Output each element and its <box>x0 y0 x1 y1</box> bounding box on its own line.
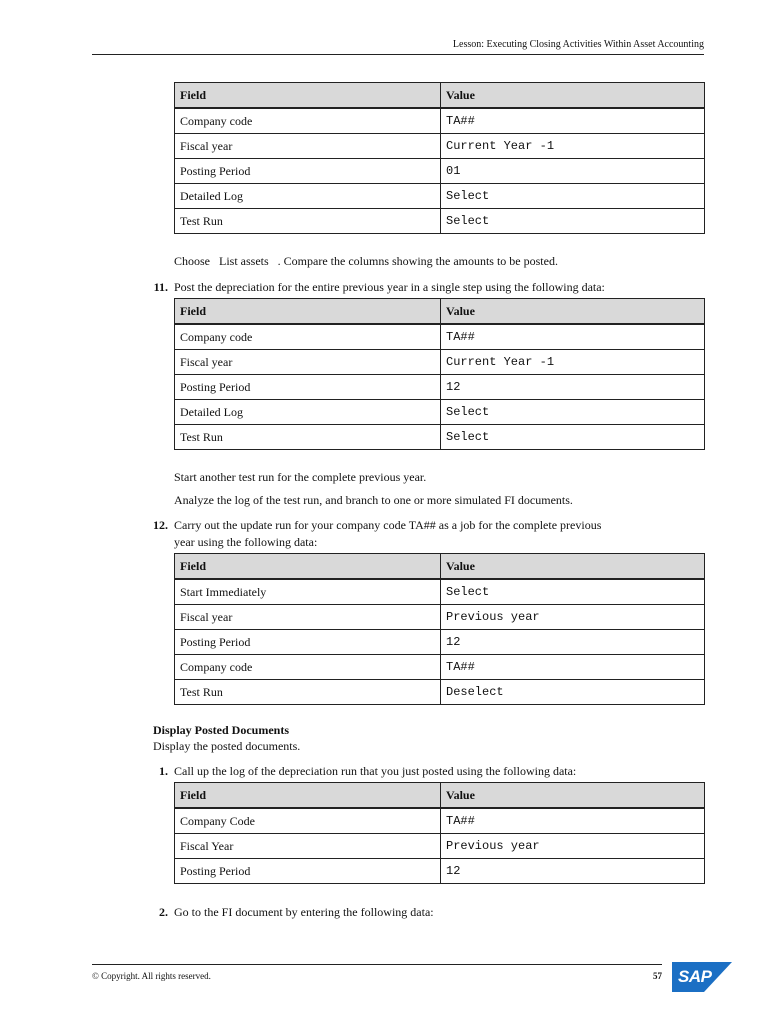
compare-text: . Compare the columns showing the amounts to be posted. <box>277 254 558 268</box>
value-header: Value <box>441 83 705 109</box>
table-row <box>175 400 705 425</box>
value-cell: Current Year -1 <box>441 350 705 375</box>
field-header: Field <box>175 554 441 580</box>
table-row <box>175 579 705 605</box>
table-row <box>175 324 705 350</box>
field-header: Field <box>175 299 441 325</box>
table-header-row <box>175 554 705 580</box>
table-row <box>175 630 705 655</box>
step-12-line-1: Carry out the update run for your company code TA## as a job for the complete previous <box>174 518 602 532</box>
table-row <box>175 605 705 630</box>
table-row <box>175 134 705 159</box>
field-cell: Posting Period <box>175 375 441 400</box>
table-row <box>175 209 705 234</box>
field-cell: Fiscal Year <box>175 834 441 859</box>
step-number-2: 2. <box>159 905 168 919</box>
step-1-text: Call up the log of the depreciation run that you just posted using the following data: <box>174 764 577 778</box>
value-header: Value <box>441 554 705 580</box>
page-number: 57 <box>653 971 662 981</box>
field-cell: Fiscal year <box>175 350 441 375</box>
choose-word: Choose <box>174 254 210 268</box>
field-cell: Company Code <box>175 808 441 834</box>
table-row <box>175 184 705 209</box>
table-row <box>175 808 705 834</box>
table-1 <box>174 82 705 234</box>
value-cell: TA## <box>441 808 705 834</box>
choose-list-assets-text <box>174 254 714 269</box>
value-cell: Select <box>441 400 705 425</box>
footer-rule <box>92 964 662 965</box>
table-row <box>175 859 705 884</box>
value-cell: 12 <box>441 859 705 884</box>
value-cell: 12 <box>441 375 705 400</box>
value-cell: TA## <box>441 655 705 680</box>
table-2 <box>174 298 705 450</box>
page-header <box>92 38 704 55</box>
step-number-12: 12. <box>153 518 168 532</box>
section-description: Display the posted documents. <box>153 739 301 753</box>
sap-logo <box>672 962 732 992</box>
table-row <box>175 655 705 680</box>
table-header-row <box>175 83 705 109</box>
test-run-text: Start another test run for the complete previous year. <box>174 470 427 484</box>
table-header-row <box>175 299 705 325</box>
table-header-row <box>175 783 705 809</box>
analyze-log-text: Analyze the log of the test run, and branch to one or more simulated FI documents. <box>174 493 573 507</box>
table-row <box>175 350 705 375</box>
value-cell: TA## <box>441 108 705 134</box>
step-number-1: 1. <box>159 764 168 778</box>
step-12-line-2: year using the following data: <box>174 535 318 549</box>
value-cell: Select <box>441 425 705 450</box>
value-cell: TA## <box>441 324 705 350</box>
value-header: Value <box>441 783 705 809</box>
field-cell: Test Run <box>175 209 441 234</box>
value-header: Value <box>441 299 705 325</box>
field-cell: Company code <box>175 108 441 134</box>
table-4 <box>174 782 705 884</box>
field-cell: Posting Period <box>175 159 441 184</box>
table-3 <box>174 553 705 705</box>
value-cell: Select <box>441 209 705 234</box>
value-cell: Previous year <box>441 605 705 630</box>
step-11-text: Post the depreciation for the entire previous year in a single step using the following data: <box>174 280 605 294</box>
list-assets-label: List assets <box>219 254 269 268</box>
field-cell: Fiscal year <box>175 134 441 159</box>
value-cell: 01 <box>441 159 705 184</box>
table-row <box>175 375 705 400</box>
field-cell: Fiscal year <box>175 605 441 630</box>
value-cell: Deselect <box>441 680 705 705</box>
value-cell: Select <box>441 184 705 209</box>
field-cell: Posting Period <box>175 859 441 884</box>
field-cell: Test Run <box>175 425 441 450</box>
lesson-title: Lesson: Executing Closing Activities Within Asset Accounting <box>452 39 704 50</box>
table-row <box>175 680 705 705</box>
section-title: Display Posted Documents <box>153 723 290 737</box>
table-row <box>175 108 705 134</box>
value-cell: Previous year <box>441 834 705 859</box>
table-row <box>175 834 705 859</box>
field-header: Field <box>175 83 441 109</box>
sap-logo-text: SAP <box>678 967 712 986</box>
field-cell: Detailed Log <box>175 400 441 425</box>
step-2-text: Go to the FI document by entering the following data: <box>174 905 434 919</box>
field-cell: Company code <box>175 324 441 350</box>
field-cell: Posting Period <box>175 630 441 655</box>
value-cell: 12 <box>441 630 705 655</box>
field-cell: Start Immediately <box>175 579 441 605</box>
field-cell: Detailed Log <box>175 184 441 209</box>
value-cell: Select <box>441 579 705 605</box>
table-row <box>175 159 705 184</box>
copyright-text: © Copyright. All rights reserved. <box>92 971 211 981</box>
table-row <box>175 425 705 450</box>
value-cell: Current Year -1 <box>441 134 705 159</box>
field-cell: Company code <box>175 655 441 680</box>
field-cell: Test Run <box>175 680 441 705</box>
field-header: Field <box>175 783 441 809</box>
step-number-11: 11. <box>153 280 168 294</box>
